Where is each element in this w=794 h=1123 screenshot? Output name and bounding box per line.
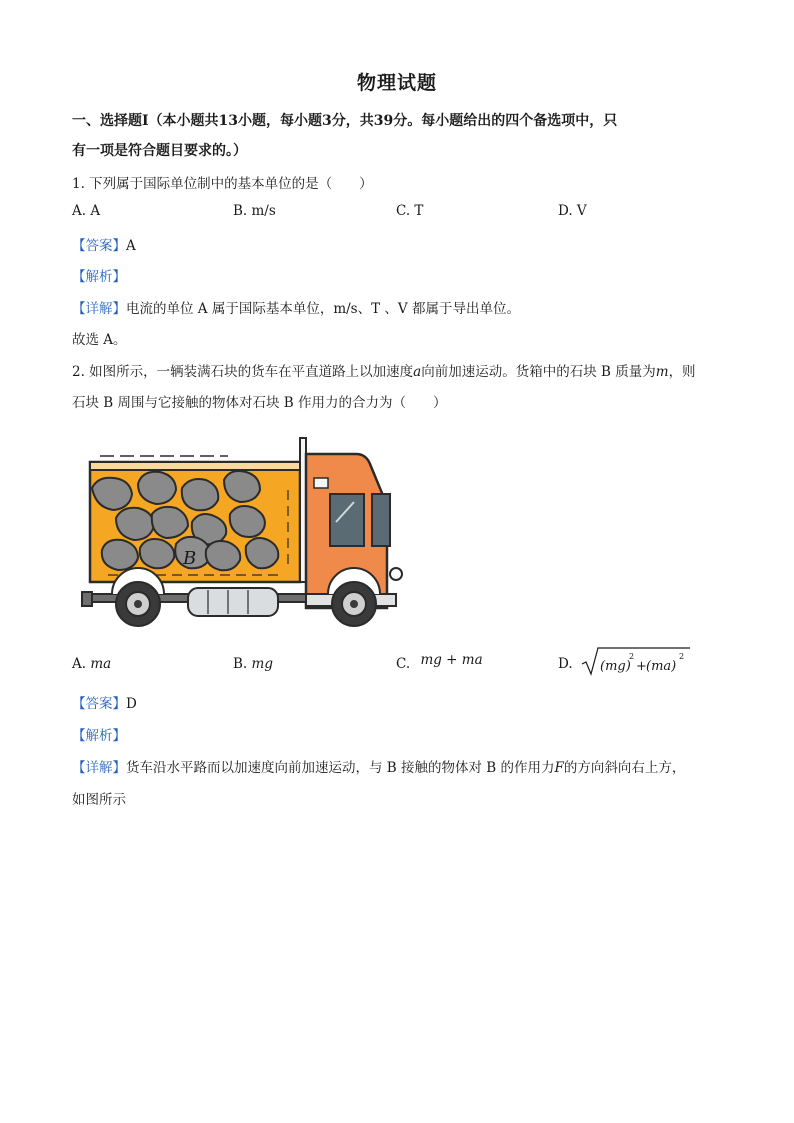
- q1-option-b: B. m/s: [233, 203, 276, 219]
- q1-detail-line: [72, 297, 520, 317]
- q2-answer-line: [72, 692, 137, 712]
- q2-option-c-expr: mg + ma: [420, 652, 483, 668]
- q2-option-b-prefix: B.: [233, 656, 252, 672]
- q1-stem: 1. 下列属于国际单位制中的基本单位的是（ ）: [72, 176, 373, 192]
- q2-answer: D: [126, 696, 137, 712]
- page-title: 物理试题: [356, 72, 437, 94]
- q2-stem-var-m: m: [655, 364, 669, 380]
- q2-option-d-ma: (ma): [646, 659, 677, 674]
- q2-stem-line1: [72, 360, 696, 380]
- q1-detail: 电流的单位 A 属于国际基本单位，m/s、T 、V 都属于导出单位。: [126, 301, 520, 317]
- q2-stem-line2: 石块 B 周围与它接触的物体对石块 B 作用力的合力为（ ）: [72, 395, 447, 411]
- q2-detail-line: [72, 756, 685, 776]
- q2-option-c-prefix: C.: [396, 656, 415, 672]
- q1-analysis-tag: 【解析】: [72, 269, 126, 285]
- q1-analysis-line: [72, 265, 126, 285]
- q2-option-d: [558, 656, 573, 672]
- q2-stem-part-c: ，则: [668, 364, 696, 380]
- q2-stem-var-a: a: [413, 364, 422, 380]
- q2-detail-line2: 如图所示: [72, 792, 126, 808]
- truck-figure: [78, 430, 408, 635]
- q1-option-c: C. T: [396, 203, 424, 219]
- q1-detail-tag: 【详解】: [72, 301, 126, 317]
- q2-stem-part-b: 向前加速运动。货箱中的石块 B 质量为: [421, 364, 656, 380]
- q2-option-d-radical: [580, 646, 692, 678]
- q1-answer-tag: 【答案】: [72, 238, 126, 254]
- q2-stem-part-a: 2. 如图所示，一辆装满石块的货车在平直道路上以加速度: [72, 364, 414, 380]
- q2-option-d-exp1: 2: [629, 652, 635, 661]
- q2-option-c: [396, 652, 483, 672]
- section-heading-line2: 有一项是符合题目要求的。）: [72, 143, 247, 159]
- q2-option-b: [233, 656, 273, 672]
- q2-option-d-mg: (mg): [600, 659, 631, 674]
- q2-detail-tag: 【详解】: [72, 760, 126, 776]
- q2-option-d-exp2: 2: [679, 652, 685, 661]
- q1-answer-line: [72, 234, 136, 254]
- q2-option-a-prefix: A.: [72, 656, 91, 672]
- q2-option-d-plus: +: [636, 659, 647, 674]
- q1-conclusion: 故选 A。: [72, 332, 127, 348]
- q2-detail-var-f: F: [554, 760, 564, 776]
- figure-label-b: B: [183, 548, 197, 569]
- q2-option-d-prefix: D.: [558, 656, 573, 672]
- q1-option-a: A. A: [72, 203, 101, 219]
- q1-option-d: D. V: [558, 203, 587, 219]
- q2-option-b-expr: mg: [251, 656, 273, 672]
- q2-analysis-tag: 【解析】: [72, 728, 126, 744]
- q2-option-a: [72, 656, 111, 672]
- q2-option-a-expr: ma: [90, 656, 112, 672]
- q2-analysis-line: [72, 724, 126, 744]
- q2-answer-tag: 【答案】: [72, 696, 126, 712]
- section-heading-line1: 一、选择题Ⅰ（本小题共13小题，每小题3分，共39分。每小题给出的四个备选项中，只: [72, 113, 618, 129]
- q2-detail-part-b: 的方向斜向右上方，: [563, 760, 686, 776]
- q1-answer: A: [126, 238, 136, 254]
- q2-detail-part-a: 货车沿水平路而以加速度向前加速运动，与 B 接触的物体对 B 的作用力: [126, 760, 555, 776]
